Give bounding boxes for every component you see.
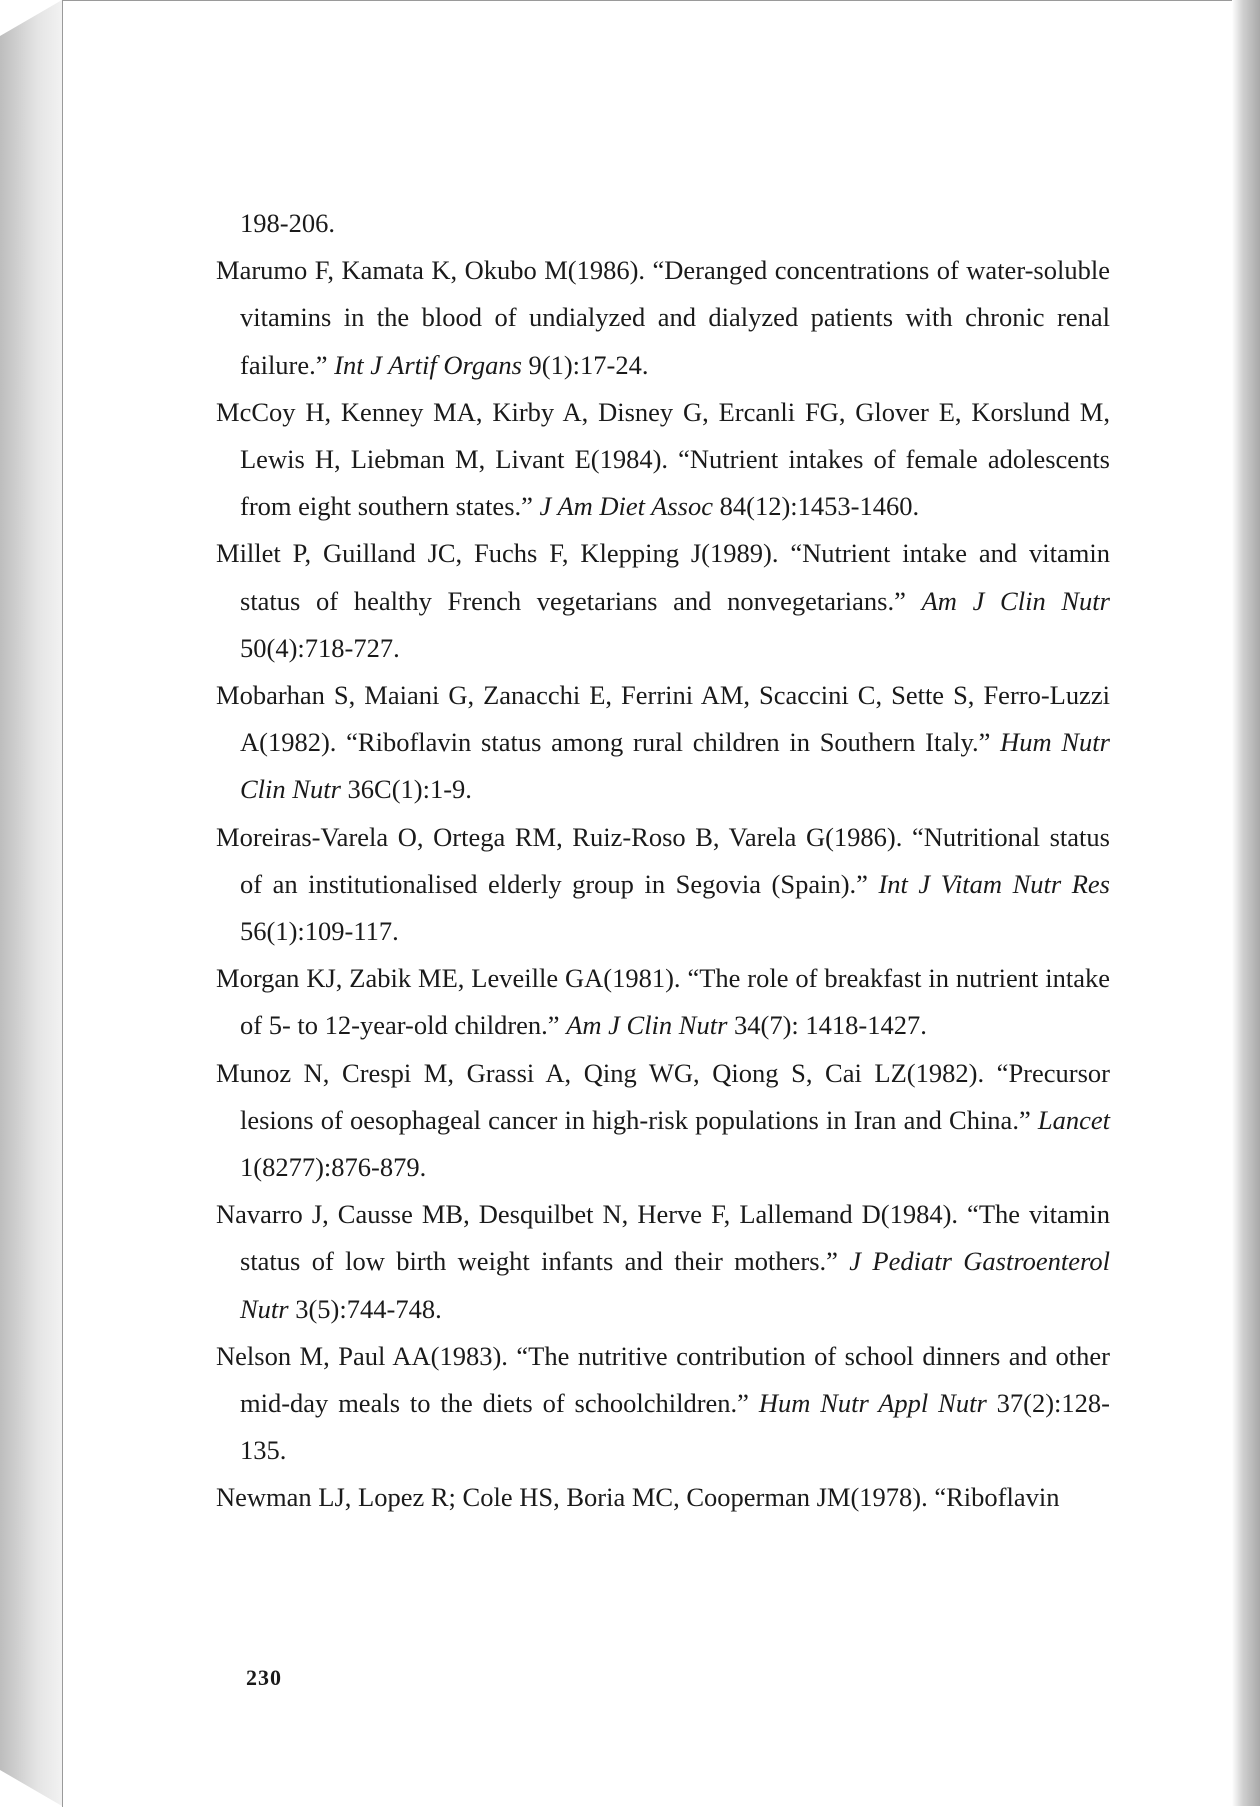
citation-volume: 3(5):744-748.: [288, 1293, 442, 1324]
journal-name: Hum Nutr Clin Nutr: [240, 727, 1110, 805]
reference-entry: [216, 672, 1110, 814]
citation-volume: 56(1):109-117.: [240, 916, 399, 947]
reference-list: [216, 200, 1110, 1522]
reference-text: Nelson M, Paul AA(1983). “The nutritive contribution of school dinners and other mid-day meals to the diets of schoolchildren.”: [216, 1340, 1110, 1419]
journal-name: Am J Clin Nutr: [566, 1010, 728, 1041]
page-right-shadow: [1232, 0, 1260, 1806]
reference-entry: [216, 1474, 1110, 1521]
reference-text: Munoz N, Crespi M, Grassi A, Qing WG, Qiong S, Cai LZ(1982). “Precursor lesions of oesophageal cancer in high-risk populations in Iran and China.”: [216, 1057, 1110, 1135]
book-corner-top: [0, 0, 62, 36]
citation-volume: 37(2):128-135.: [240, 1388, 1110, 1466]
reference-entry: [216, 200, 1110, 247]
reference-text: Moreiras-Varela O, Ortega RM, Ruiz-Roso B, Varela G(1986). “Nutritional status of an institutionalised elderly group in Segovia (Spain).”: [216, 821, 1110, 899]
reference-entry: [216, 247, 1110, 389]
reference-text: Morgan KJ, Zabik ME, Leveille GA(1981). “The role of breakfast in nutrient intake of 5- to 12-year-old children.”: [216, 963, 1110, 1041]
reference-entry: [216, 1050, 1110, 1192]
journal-name: Int J Vitam Nutr Res: [878, 868, 1110, 899]
citation-volume: 1(8277):876-879.: [240, 1152, 427, 1183]
reference-entry: [216, 1191, 1110, 1333]
reference-text: Newman LJ, Lopez R; Cole HS, Boria MC, Cooperman JM(1978). “Riboflavin: [216, 1482, 1060, 1513]
journal-name: Hum Nutr Appl Nutr: [758, 1388, 987, 1419]
journal-name: J Am Diet Assoc: [539, 491, 713, 522]
citation-volume: 36C(1):1-9.: [340, 774, 472, 805]
citation-volume: 9(1):17-24.: [521, 349, 649, 380]
reference-text: Navarro J, Causse MB, Desquilbet N, Herve F, Lallemand D(1984). “The vitamin status of low birth weight infants and their mothers.”: [216, 1199, 1110, 1277]
book-corner-bottom: [0, 1770, 62, 1806]
reference-entry: [216, 530, 1110, 672]
reference-text: 198-206.: [240, 208, 335, 238]
journal-name: Am J Clin Nutr: [921, 585, 1110, 616]
citation-volume: 34(7): 1418-1427.: [727, 1010, 927, 1041]
reference-text: Mobarhan S, Maiani G, Zanacchi E, Ferrini AM, Scaccini C, Sette S, Ferro-Luzzi A(1982). “Riboflavin status among rural children in Southern Italy.”: [216, 680, 1110, 758]
page-number: 230: [246, 1665, 282, 1690]
citation-volume: 84(12):1453-1460.: [713, 491, 920, 522]
reference-entry: [216, 389, 1110, 531]
reference-entry: [216, 955, 1110, 1049]
reference-entry: [216, 814, 1110, 956]
journal-name: J Pediatr Gastroenterol Nutr: [240, 1246, 1110, 1324]
reference-text: McCoy H, Kenney MA, Kirby A, Disney G, Ercanli FG, Glover E, Korslund M, Lewis H, Liebman M, Livant E(1984). “Nutrient intakes of female adolescents from eight southern states.”: [216, 396, 1110, 522]
reference-entry: [216, 1333, 1110, 1475]
book-spine-edge: [0, 0, 62, 1806]
journal-name: Int J Artif Organs: [334, 349, 522, 380]
citation-volume: 50(4):718-727.: [240, 632, 400, 663]
reference-text: Millet P, Guilland JC, Fuchs F, Klepping J(1989). “Nutrient intake and vitamin status of healthy French vegetarians and nonvegetarians.”: [216, 538, 1110, 616]
reference-text: Marumo F, Kamata K, Okubo M(1986). “Deranged concentrations of water-soluble vitamins in the blood of undialyzed and dialyzed patients with chronic renal failure.”: [216, 255, 1110, 380]
journal-name: Lancet: [1037, 1104, 1110, 1135]
